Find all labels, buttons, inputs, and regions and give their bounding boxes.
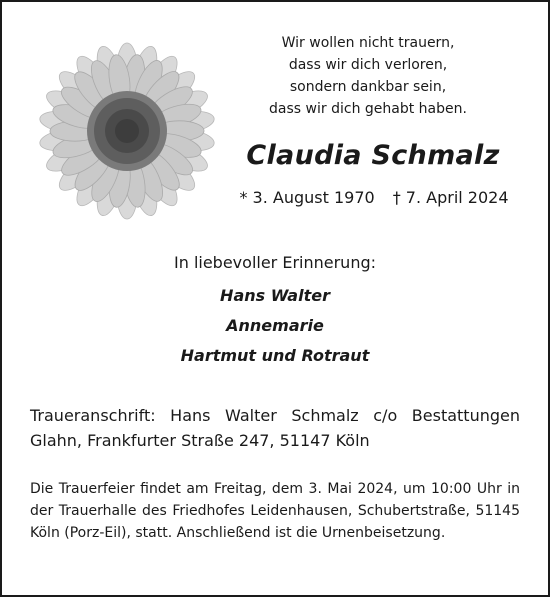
mourner-name: Annemarie	[226, 316, 324, 335]
funeral-service-info: Die Trauerfeier findet am Freitag, dem 3. Mai 2024, um 10:00 Uhr in der Trauerhalle des Friedhofes Leidenhausen, Schubertstraße, 51145 Köln (Porz-Eil), statt. Anschließend ist die Urnenbeisetzung.	[30, 481, 520, 541]
sunflower-icon	[34, 38, 220, 224]
memory-heading: In liebevoller Erinnerung:	[174, 253, 376, 272]
birth-date: * 3. August 1970	[239, 188, 375, 207]
mourning-address: Traueranschrift: Hans Walter Schmalz c/o Bestattungen Glahn, Frankfurter Straße 247, 51147 Köln	[30, 406, 520, 450]
mourner-name: Hartmut und Rotraut	[180, 346, 370, 365]
poem-line: dass wir dich verloren,	[288, 57, 448, 73]
deceased-name: Claudia Schmalz	[246, 140, 500, 171]
poem-line: dass wir dich gehabt haben.	[269, 101, 467, 117]
poem-line: Wir wollen nicht trauern,	[281, 35, 455, 51]
poem-line: sondern dankbar sein,	[289, 79, 447, 95]
mourner-name: Hans Walter	[220, 286, 330, 305]
death-date: † 7. April 2024	[392, 188, 509, 207]
life-dates	[226, 188, 522, 207]
poem	[248, 32, 488, 120]
mourners-list	[0, 284, 550, 374]
